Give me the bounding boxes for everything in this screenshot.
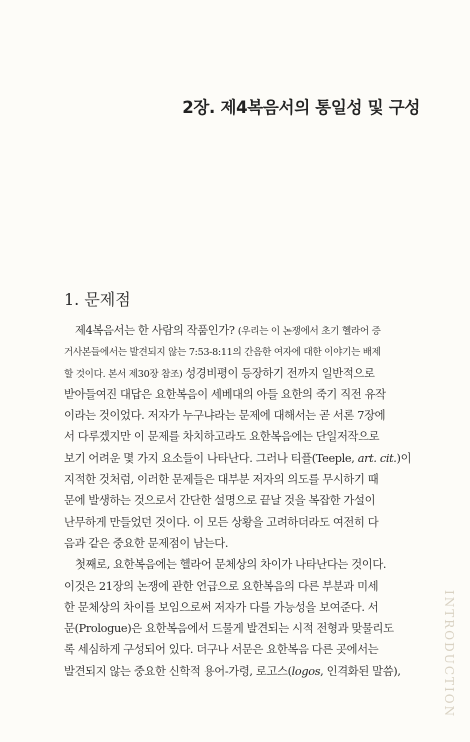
text-line	[64, 363, 428, 384]
text-line	[64, 533, 428, 554]
text-segment: 발견되지 않는 중요한 신학적 용어-가령, 로고스(	[64, 664, 292, 678]
text-segment: 제4복음서는 한 사람의 작품인가?	[75, 324, 238, 337]
text-segment: 난무하게 만들었던 것이다. 이 모든 상황을 고려하더라도 여전히 다	[64, 515, 379, 529]
text-line	[64, 597, 428, 618]
text-line	[64, 618, 428, 639]
text-segment: 록 세심하게 구성되어 있다. 더구나 서문은 요한복음 다른 곳에서는	[64, 643, 379, 657]
text-segment: 첫째로, 요한복음에는 헬라어 문체상의 차이가 나타난다는 것이다.	[75, 558, 387, 572]
text-segment: 거사본들에서는 발견되지 않는 7:53-8:11의 간음한 여자에 대한 이야기는 배제	[64, 347, 381, 359]
text-line	[64, 512, 428, 533]
italic-term: art. cit.	[357, 451, 397, 465]
text-line	[64, 426, 428, 447]
text-line	[64, 405, 428, 426]
text-line	[64, 661, 428, 682]
text-line	[64, 554, 428, 575]
text-segment: 문에 발생하는 것으로서 간단한 설명으로 끝날 것을 복잡한 가설이	[64, 494, 376, 508]
text-segment: 지적한 것처럼, 이러한 문제들은 대부분 저자의 의도를 무시하기 때	[64, 473, 379, 487]
text-segment: (우리는 이 논쟁에서 초기 헬라어 증	[237, 326, 381, 337]
italic-term: logos	[291, 664, 321, 678]
section-heading: 1. 문제점	[64, 290, 131, 309]
text-line	[64, 448, 428, 469]
side-label: INTRODUCTION	[442, 590, 456, 719]
text-segment: 할 것이다. 본서 제30장 참조)	[64, 368, 186, 380]
text-segment: 음과 같은 중요한 문제점이 남는다.	[64, 536, 229, 550]
body-text	[64, 320, 428, 682]
text-segment: , 인격화된 말씀),	[320, 664, 401, 678]
text-segment: 문(Prologue)은 요한복음에서 드물게 발견되는 시적 전형과 맞물리도	[64, 622, 394, 636]
text-segment: 이라는 것이었다. 저자가 누구냐라는 문제에 대해서는 곧 서론 7장에	[64, 409, 386, 423]
text-line	[64, 469, 428, 490]
text-line	[64, 490, 428, 511]
text-segment: 한 문체상의 차이를 보임으로써 저자가 다를 가능성을 보여준다. 서	[64, 600, 379, 614]
text-line	[64, 639, 428, 660]
text-line	[64, 320, 428, 341]
text-segment: 서 다루겠지만 이 문제를 차치하고라도 요한복음에는 단일저작으로	[64, 430, 380, 444]
text-line	[64, 384, 428, 405]
text-line	[64, 341, 428, 362]
text-segment: 보기 어려운 몇 가지 요소들이 나타난다. 그러나 티플(Teeple,	[64, 451, 358, 465]
text-segment: 성경비평이 등장하기 전까지 일반적으로	[185, 366, 375, 380]
text-line	[64, 576, 428, 597]
text-segment: 이것은 21장의 논쟁에 관한 언급으로 요한복음의 다른 부분과 미세	[64, 579, 379, 593]
text-segment: 받아들여진 대답은 요한복음이 세베대의 아들 요한의 죽기 직전 유작	[64, 387, 386, 401]
text-segment: )이	[396, 451, 412, 465]
chapter-title: 2장. 제4복음서의 통일성 및 구성	[182, 98, 420, 117]
